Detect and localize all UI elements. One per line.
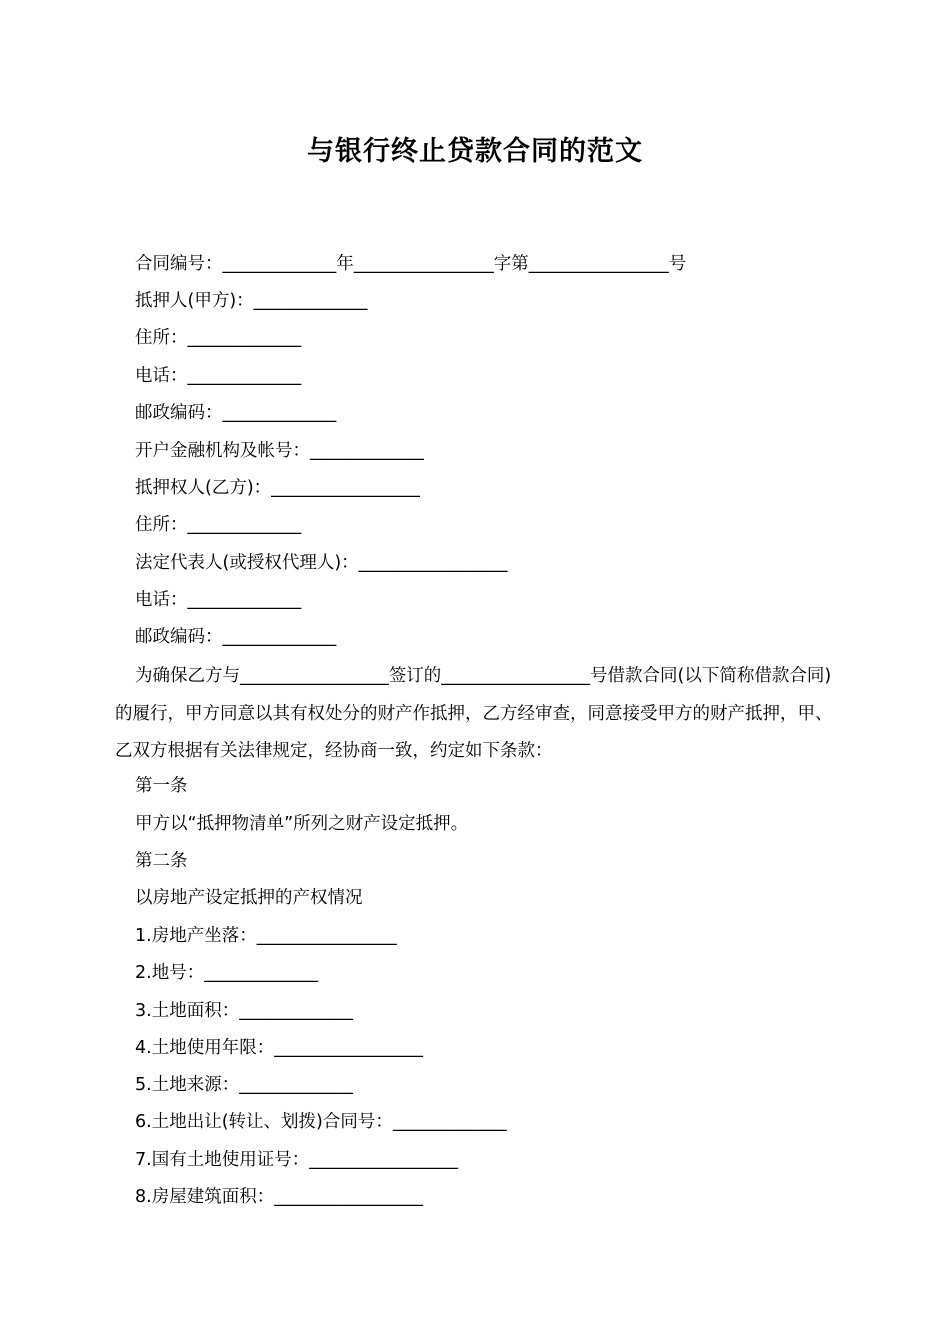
item-building-area-line: 8.房屋建筑面积：_________________ <box>135 1187 423 1207</box>
article-one-text: 甲方以“抵押物清单”所列之财产设定抵押。 <box>135 814 469 834</box>
item-land-area-line: 3.土地面积：_____________ <box>135 1001 353 1021</box>
article-one-heading: 第一条 <box>135 776 188 796</box>
item-land-source-line: 5.土地来源：_____________ <box>135 1075 353 1095</box>
mortgagor-address-line: 住所：_____________ <box>135 328 302 348</box>
item-transfer-contract-line: 6.土地出让(转让、划拨)合同号：_____________ <box>135 1112 507 1132</box>
mortgagee-postcode-line: 邮政编码：_____________ <box>135 627 337 647</box>
mortgagee-address-line: 住所：_____________ <box>135 515 302 535</box>
mortgagee-phone-line: 电话：_____________ <box>135 590 302 610</box>
item-land-certificate-line: 7.国有土地使用证号：_________________ <box>135 1150 458 1170</box>
item-land-term-line: 4.土地使用年限：_________________ <box>135 1038 423 1058</box>
article-two-heading: 第二条 <box>135 851 188 871</box>
bank-account-line: 开户金融机构及帐号：_____________ <box>135 441 424 461</box>
mortgagor-postcode-line: 邮政编码：_____________ <box>135 403 337 423</box>
mortgagor-phone-line: 电话：_____________ <box>135 366 302 386</box>
item-lot-number-line: 2.地号：_____________ <box>135 963 318 983</box>
article-two-text: 以房地产设定抵押的产权情况 <box>135 888 363 908</box>
preamble-paragraph: 为确保乙方与_________________签订的_________________号借款合同(以下简称借款合同)的履行，甲方同意以其有权处分的财产作抵押，乙方经审查，同意接受甲方的财产抵押，甲、乙双方根据有关法律规定，经协商一致，约定如下条款： <box>115 666 833 761</box>
mortgagor-line: 抵押人(甲方)：_____________ <box>135 291 368 311</box>
document-title: 与银行终止贷款合同的范文 <box>307 136 643 167</box>
legal-representative-line: 法定代表人(或授权代理人)：_________________ <box>135 553 508 573</box>
item-location-line: 1.房地产坐落：________________ <box>135 926 397 946</box>
contract-number-line: 合同编号：_____________年________________字第________________号 <box>135 254 687 274</box>
mortgagee-line: 抵押权人(乙方)：_________________ <box>135 478 420 498</box>
